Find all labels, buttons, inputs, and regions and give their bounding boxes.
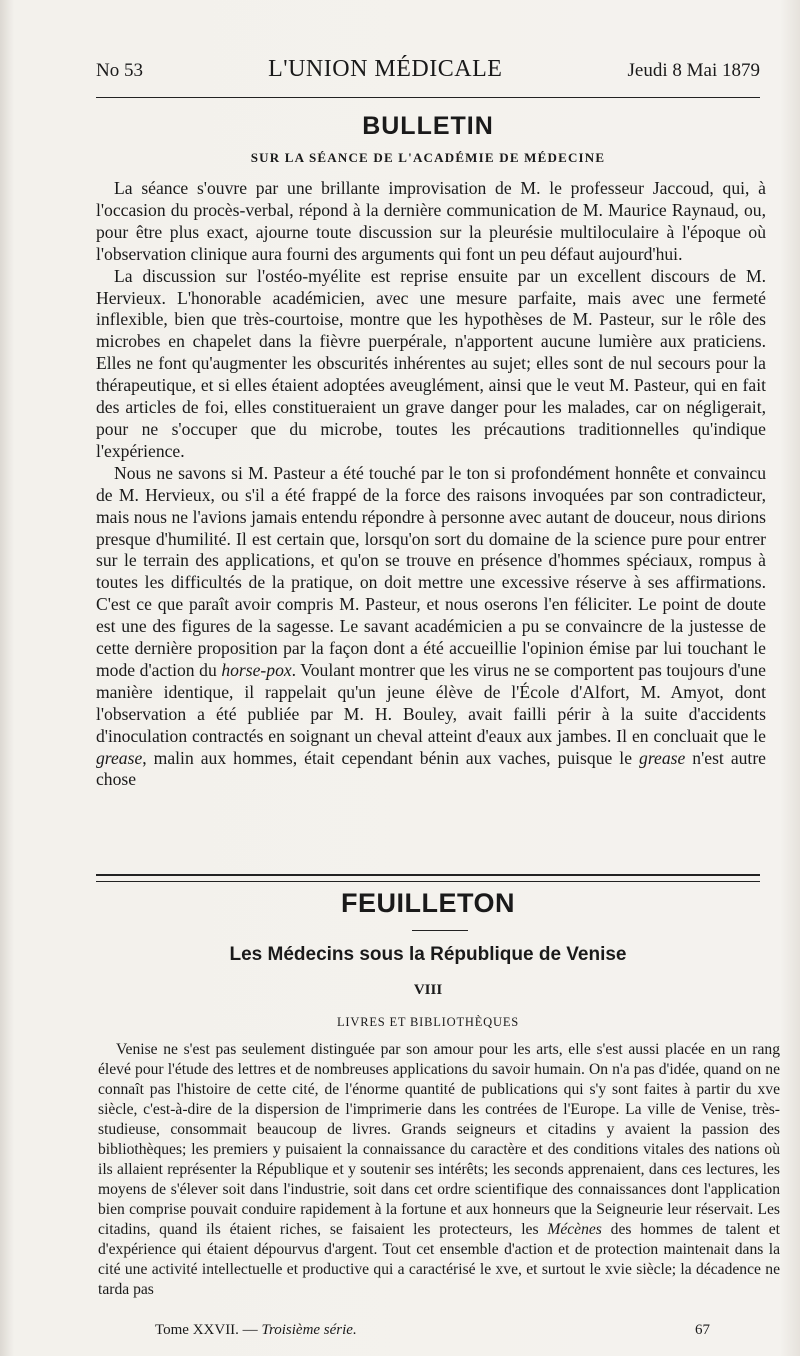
journal-title: L'UNION MÉDICALE xyxy=(268,56,503,82)
text-run: . Voulant montrer que les virus ne se comportent pas toujours d'une manière identique, il rappelait qu'un jeune élève de l'École d'Alfort, M. Amyot, dont l'observation a été publiée par M. H. Bouley, avait failli périr à la suite d'accidents d'inoculation contractés en soignant un cheval atteint d'eaux aux jambes. Il en concluait que le xyxy=(96,659,766,746)
bulletin-paragraph-2: La discussion sur l'ostéo-myélite est reprise ensuite par un excellent discours de M. Hervieux. L'honorable académicien, avec une mesure parfaite, mais avec une fermeté inflexible, bien que très-courtoise, montre que les hypothèses de M. Pasteur, sur le rôle des microbes en chapelet dans la fièvre puerpérale, n'apportent aucune lumière aux praticiens. Elles ne font qu'augmenter les obscurités inhérentes au sujet; elles sont de nul secours pour la thérapeutique, et si elles étaient adoptées aveuglément, ainsi que le veut M. Pasteur, qui en fait des articles de foi, elles constitueraient un grave danger pour les malades, car on négligerait, pour ne s'occuper que du microbe, toutes les précautions traditionnelles qu'indique l'expérience. xyxy=(96,265,766,461)
page-header xyxy=(96,56,760,92)
bulletin-subtitle: SUR LA SÉANCE DE L'ACADÉMIE DE MÉDECINE xyxy=(250,150,606,165)
feuilleton-body xyxy=(98,1040,780,1300)
text-run: n'est autre chose xyxy=(96,747,766,790)
bulletin-body xyxy=(96,178,766,791)
volume-info xyxy=(155,1322,357,1339)
italic-term: grease xyxy=(639,747,686,768)
text-run: Nous ne savons si M. Pasteur a été touché par le ton si profondément honnête et convaincu de M. Hervieux, ou s'il a été frappé de la force des raisons invoquées par son contradicteur, mais nous ne l'avions jamais entendu répondre à personne avec autant de douceur, nous dirions presque d'humilité. Il est certain que, lorsqu'on sort du domaine de la science pure pour entrer sur le terrain des applications, et qu'on se trouve en présence d'hommes spéciaux, rompus à toutes les difficultés de la pratique, on doit mettre une excessive réserve à ses affirmations. C'est ce que paraît avoir compris M. Pasteur, et nous oserons l'en féliciter. Le point de doute est une des figures de la sagesse. Le savant académicien a pu se convaincre de la justesse de cette dernière proposition par la façon dont a été accueillie l'opinion émise par lui touchant le mode d'action du xyxy=(96,462,766,680)
tome-label: Tome XXVII. — xyxy=(155,1322,262,1338)
text-run: Venise ne s'est pas seulement distinguée par son amour pour les arts, elle s'est aussi placée en un rang élevé pour l'étude des lettres et de nombreuses applications du savoir humain. On n'a pas d'idée, quand on ne connaît pas l'histoire de cette cité, de l'énorme quantité de publications qui s'y sont faites à partir du xve siècle, c'est-à-dire de la dispersion de l'imprimerie dans les contrées de l'Europe. La ville de Venise, très-studieuse, consommait beaucoup de livres. Grands seigneurs et citadins y avaient la passion des bibliothèques; les premiers y puisaient la connaissance du caractère et des conditions vitales des nations où ils allaient représenter la République et y soutenir ses intérêts; les seconds apprenaient, dans ces lectures, les moyens de s'élever soit dans l'industrie, soit dans cet ordre scientifique des connaissances dont l'application bien comprise pouvait conduire rapidement à la fortune et aux honneurs que la Seigneurie leur réservait. Les citadins, quand ils étaient riches, se faisaient les protecteurs, les xyxy=(98,1041,780,1238)
section-title: LIVRES ET BIBLIOTHÈQUES xyxy=(336,1015,520,1029)
issue-date: Jeudi 8 Mai 1879 xyxy=(627,60,760,81)
chapter-number: VIII xyxy=(413,982,443,998)
italic-term: Mécènes xyxy=(547,1221,602,1238)
feuilleton-divider xyxy=(96,874,760,882)
bulletin-title: BULLETIN xyxy=(362,112,494,140)
bulletin-paragraph-3 xyxy=(96,463,766,792)
page-footer xyxy=(155,1322,710,1339)
text-run: des hommes de talent et d'expérience qui étaient dépourvus d'argent. Tout cet ensemble d'action et de protection maintenait dans la cité une activité intellectuelle et productive qui a caractérisé le xve, et surtout le xvie siècle; la décadence ne tarda pas xyxy=(98,1221,780,1298)
article-title: Les Médecins sous la République de Venise xyxy=(229,944,627,965)
series-label: Troisième série. xyxy=(261,1322,357,1338)
header-divider xyxy=(96,97,760,98)
feuilleton-title: FEUILLETON xyxy=(340,888,515,918)
issue-number: No 53 xyxy=(96,60,143,81)
italic-term: grease xyxy=(96,747,143,768)
title-underline xyxy=(412,930,468,931)
italic-term: horse-pox xyxy=(221,659,292,680)
feuilleton-paragraph xyxy=(98,1040,780,1300)
bulletin-paragraph-1: La séance s'ouvre par une brillante improvisation de M. le professeur Jaccoud, qui, à l'occasion du procès-verbal, répond à la dernière communication de M. Maurice Raynaud, ou, pour être plus exact, ajourne toute discussion sur la pleurésie multiloculaire à l'époque où l'observation clinique aura fourni des arguments qui font un peu défaut aujourd'hui. xyxy=(96,178,766,264)
text-run: , malin aux hommes, était cependant bénin aux vaches, puisque le xyxy=(142,747,640,768)
page-number: 67 xyxy=(695,1322,710,1338)
